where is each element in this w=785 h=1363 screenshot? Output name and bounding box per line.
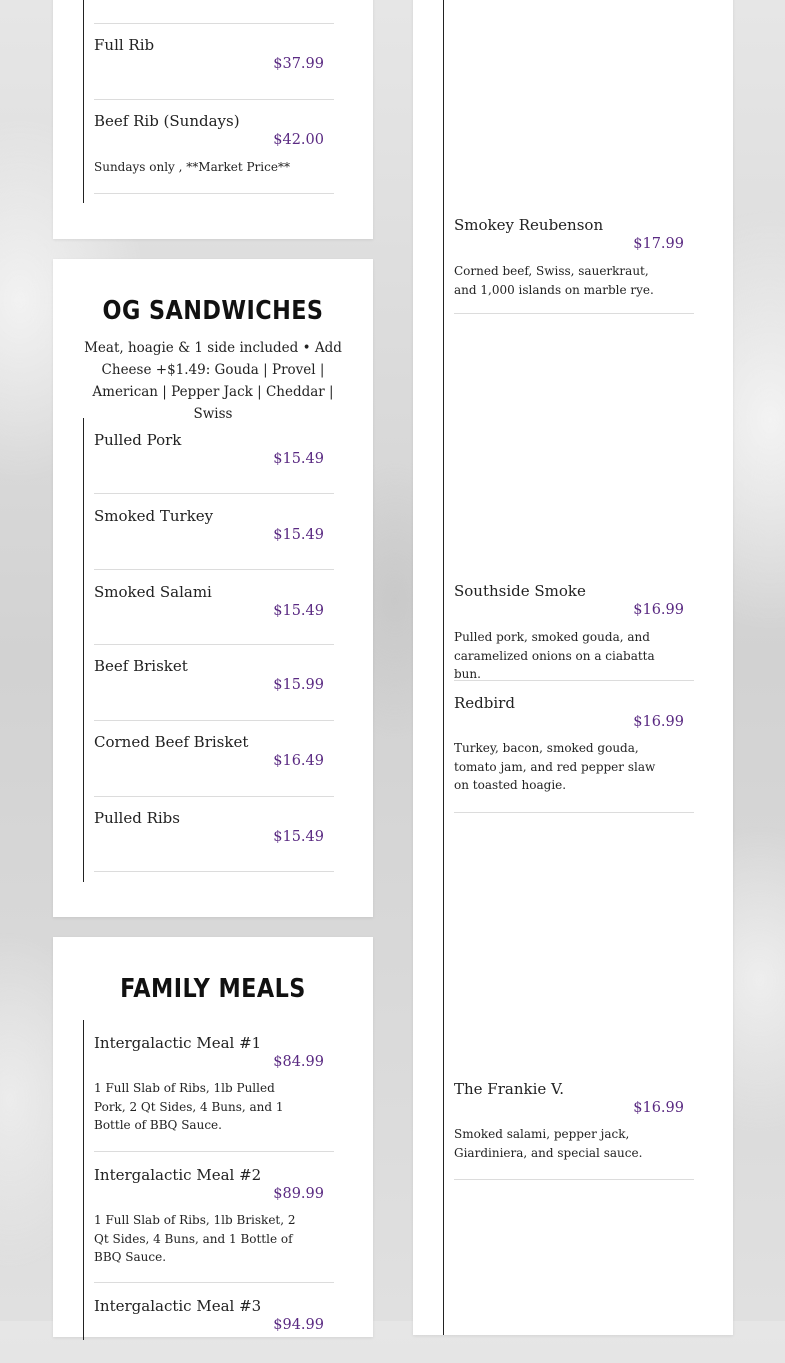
item-name: Southside Smoke <box>454 582 586 600</box>
og-sandwiches-item-list <box>83 418 334 882</box>
menu-item-beef-rib[interactable] <box>94 100 334 194</box>
item-price: $17.99 <box>633 236 684 252</box>
item-price: $15.49 <box>273 451 324 467</box>
item-name: Smoked Turkey <box>94 507 214 525</box>
item-name: Corned Beef Brisket <box>94 733 249 751</box>
menu-item[interactable] <box>94 418 334 494</box>
item-price: $16.99 <box>633 714 684 730</box>
item-price: $94.99 <box>273 1317 324 1333</box>
menu-item[interactable] <box>94 1283 334 1363</box>
item-price: $15.49 <box>273 829 324 845</box>
menu-item[interactable] <box>94 797 334 872</box>
item-price: $15.99 <box>273 677 324 693</box>
specialty-sandwiches-card <box>413 0 733 1335</box>
item-name: Full Rib <box>94 36 155 54</box>
item-price: $89.99 <box>273 1186 324 1202</box>
item-name: Intergalactic Meal #1 <box>94 1034 262 1052</box>
item-price: $37.99 <box>273 56 324 72</box>
item-name: Intergalactic Meal #2 <box>94 1166 262 1184</box>
item-description: Smoked salami, pepper jack, Giardiniera, and special sauce. <box>454 1127 643 1160</box>
ribs-card <box>53 0 373 239</box>
section-subtitle: Meat, hoagie & 1 side included • Add Cheese +$1.49: Gouda | Provel | American | Pepper Jack | Cheddar | Swiss <box>84 340 342 422</box>
item-description: Sundays only , **Market Price** <box>94 160 290 174</box>
family-meals-item-list <box>83 1020 334 1340</box>
item-price: $16.99 <box>633 1100 684 1116</box>
item-name: Smokey Reubenson <box>454 216 604 234</box>
item-name: Pulled Pork <box>94 431 182 449</box>
menu-item[interactable] <box>94 645 334 721</box>
menu-item[interactable] <box>94 721 334 797</box>
item-name: Intergalactic Meal #3 <box>94 1297 262 1315</box>
menu-item[interactable] <box>454 681 694 813</box>
menu-item[interactable] <box>94 494 334 570</box>
menu-item[interactable] <box>94 1020 334 1152</box>
item-name: Smoked Salami <box>94 583 212 601</box>
menu-item[interactable] <box>454 1068 694 1180</box>
section-title: FAMILY MEALS <box>120 974 306 1004</box>
menu-item[interactable] <box>454 203 694 314</box>
menu-item[interactable] <box>454 569 694 681</box>
item-price: $84.99 <box>273 1054 324 1070</box>
item-name: Beef Brisket <box>94 657 188 675</box>
og-sandwiches-card <box>53 259 373 917</box>
item-price: $16.99 <box>633 602 684 618</box>
item-name: The Frankie V. <box>454 1080 565 1098</box>
item-price: $15.49 <box>273 603 324 619</box>
section-title: OG SANDWICHES <box>102 296 324 326</box>
item-price: $42.00 <box>273 132 324 148</box>
item-description: 1 Full Slab of Ribs, 1lb Pulled Pork, 2 Qt Sides, 4 Buns, and 1 Bottle of BBQ Sauce. <box>94 1081 284 1132</box>
family-meals-card <box>53 937 373 1337</box>
specialty-sandwiches-item-list <box>443 0 694 1335</box>
item-price: $16.49 <box>273 753 324 769</box>
menu-item[interactable] <box>94 1152 334 1283</box>
list-item-top-divider <box>94 0 334 24</box>
item-name: Pulled Ribs <box>94 809 180 827</box>
menu-item[interactable] <box>94 570 334 645</box>
item-description: Pulled pork, smoked gouda, and caramelized onions on a ciabatta bun. <box>454 630 655 681</box>
item-name: Beef Rib (Sundays) <box>94 112 240 130</box>
menu-item-full-rib[interactable] <box>94 24 334 100</box>
item-description: Corned beef, Swiss, sauerkraut, and 1,000 islands on marble rye. <box>454 264 654 297</box>
item-description: 1 Full Slab of Ribs, 1lb Brisket, 2 Qt Sides, 4 Buns, and 1 Bottle of BBQ Sauce. <box>94 1213 296 1264</box>
item-description: Turkey, bacon, smoked gouda, tomato jam, and red pepper slaw on toasted hoagie. <box>454 741 656 792</box>
item-price: $15.49 <box>273 527 324 543</box>
item-name: Redbird <box>454 694 515 712</box>
ribs-item-list <box>83 0 334 203</box>
